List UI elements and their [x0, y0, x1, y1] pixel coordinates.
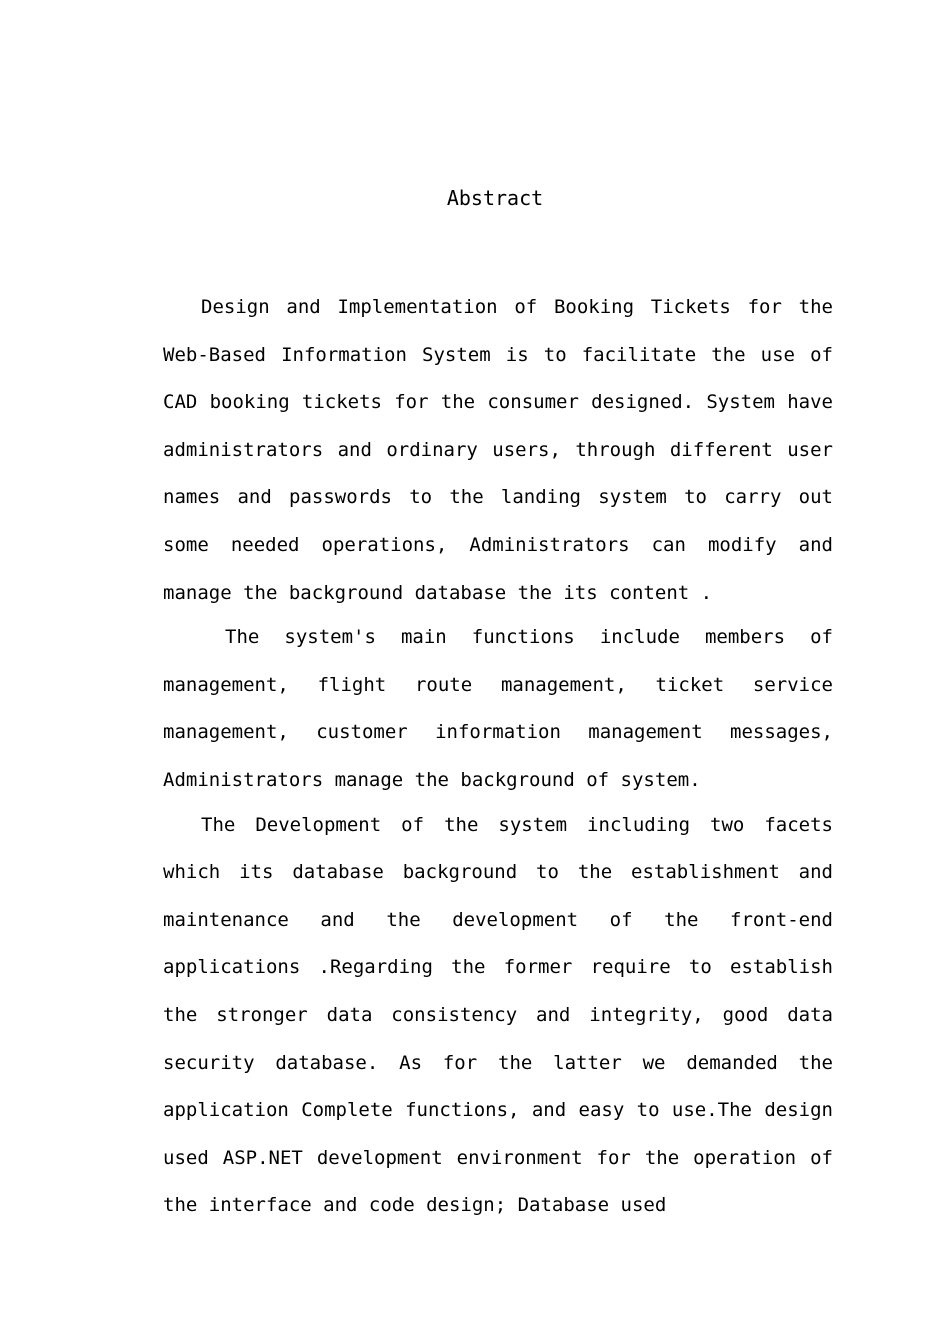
abstract-paragraph-2: The system's main functions include members of management, flight route management, ticket service management, customer information management messages, Administrators manage the background of system.	[163, 626, 833, 791]
abstract-body	[163, 284, 833, 1230]
abstract-title: Abstract	[446, 186, 544, 210]
abstract-paragraph-1: Design and Implementation of Booking Tickets for the Web-Based Information System is to facilitate the use of CAD booking tickets for the consumer designed. System have administrators and ordinary users, through different user names and passwords to the landing system to carry out some needed operations, Administrators can modify and manage the background database the its content .	[163, 296, 833, 604]
abstract-paragraph-3: The Development of the system including two facets which its database background to the establishment and maintenance and the development of the front-end applications .Regarding the former require to establish the stronger data consistency and integrity, good data security database. As for the latter we demanded the application Complete functions, and easy to use.The design used ASP.NET development environment for the operation of the interface and code design; Database used	[163, 813, 833, 1217]
